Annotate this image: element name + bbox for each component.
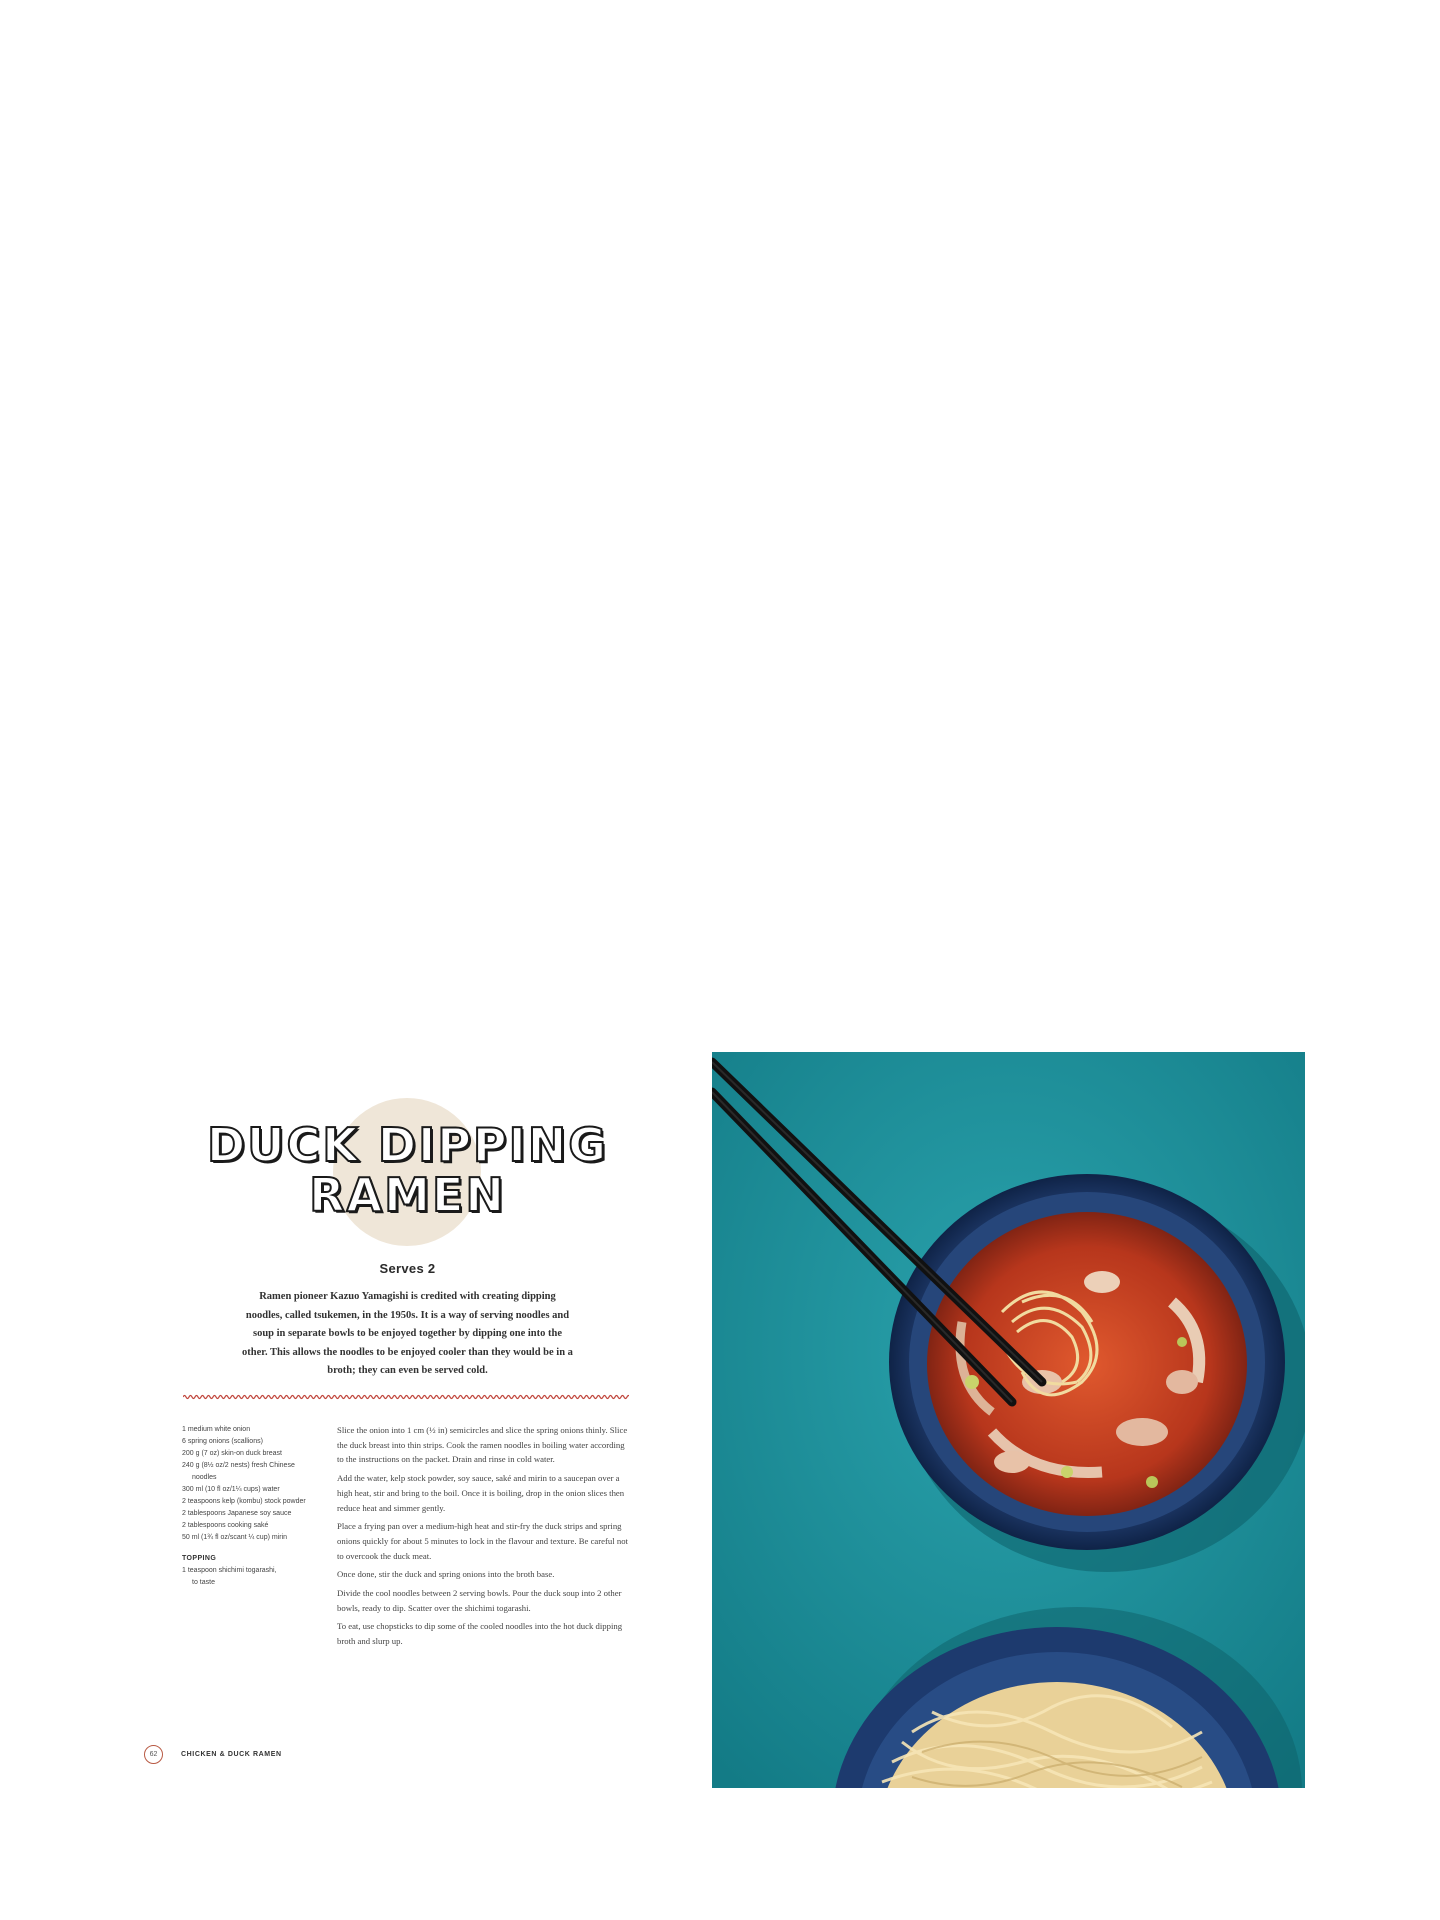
topping-item: to taste [192, 1579, 215, 1586]
ingredient-item: 300 ml (10 fl oz/1¼ cups) water [182, 1486, 280, 1493]
title-line-2: RAMEN [309, 1168, 506, 1222]
ingredient-item: noodles [192, 1474, 217, 1481]
soup-bowl [889, 1174, 1285, 1550]
ingredient-item: 2 tablespoons cooking saké [182, 1522, 269, 1529]
ingredient-item: 2 tablespoons Japanese soy sauce [182, 1510, 292, 1517]
topping-heading: TOPPING [182, 1555, 217, 1562]
ingredient-item: 240 g (8½ oz/2 nests) fresh Chinese [182, 1462, 295, 1469]
method-steps [337, 1423, 629, 1653]
topping-item: 1 teaspoon shichimi togarashi, [182, 1567, 277, 1574]
method-step: Once done, stir the duck and spring onions into the broth base. [337, 1569, 555, 1580]
method-step: Slice the onion into 1 cm (½ in) semicircles and slice the spring onions thinly. Slice the duck breast into thin strips. Cook the ramen noodles in boiling water according to the instructions on the packet. Drain and rinse in cold water. [337, 1425, 628, 1465]
recipe-title [180, 1120, 635, 1220]
page-footer [144, 1744, 282, 1764]
recipe-intro: Ramen pioneer Kazuo Yamagishi is credited with creating dipping noodles, called tsukemen, in the 1950s. It is a way of serving noodles and soup in separate bowls to be enjoyed together by dipping one into the other. This allows the noodles to be enjoyed cooler than they would be in a broth; they can even be served cold. [242, 1291, 573, 1376]
method-step: Divide the cool noodles between 2 serving bowls. Pour the duck soup into 2 other bowls, ready to dip. Scatter over the shichimi togarashi. [337, 1588, 622, 1613]
ingredient-item: 200 g (7 oz) skin-on duck breast [182, 1450, 282, 1457]
method-step: Place a frying pan over a medium-high heat and stir-fry the duck strips and spring onions quickly for about 5 minutes to lock in the flavour and texture. Be careful not to overcook the duck meat. [337, 1521, 628, 1561]
ingredient-item: 1 medium white onion [182, 1426, 251, 1433]
ramen-photo [712, 1052, 1305, 1788]
method-step: To eat, use chopsticks to dip some of the cooled noodles into the hot duck dipping broth and slurp up. [337, 1621, 623, 1647]
wavy-divider [183, 1393, 629, 1401]
page-number: 62 [144, 1745, 163, 1764]
title-line-1: DUCK DIPPING [206, 1118, 609, 1172]
method-step: Add the water, kelp stock powder, soy sauce, saké and mirin to a saucepan over a high heat, stir and bring to the boil. Once it is boiling, drop in the onion slices then reduce heat and simmer gently. [337, 1473, 625, 1513]
section-title: CHICKEN & DUCK RAMEN [181, 1750, 282, 1758]
ingredient-item: 6 spring onions (scallions) [182, 1438, 263, 1445]
serves-label: Serves 2 [379, 1261, 436, 1276]
ingredient-item: 50 ml (1¾ fl oz/scant ¼ cup) mirin [182, 1534, 288, 1541]
ingredients-list [182, 1424, 322, 1589]
ingredient-item: 2 teaspoons kelp (kombu) stock powder [182, 1498, 306, 1505]
ramen-photo-illustration [712, 1052, 1305, 1788]
